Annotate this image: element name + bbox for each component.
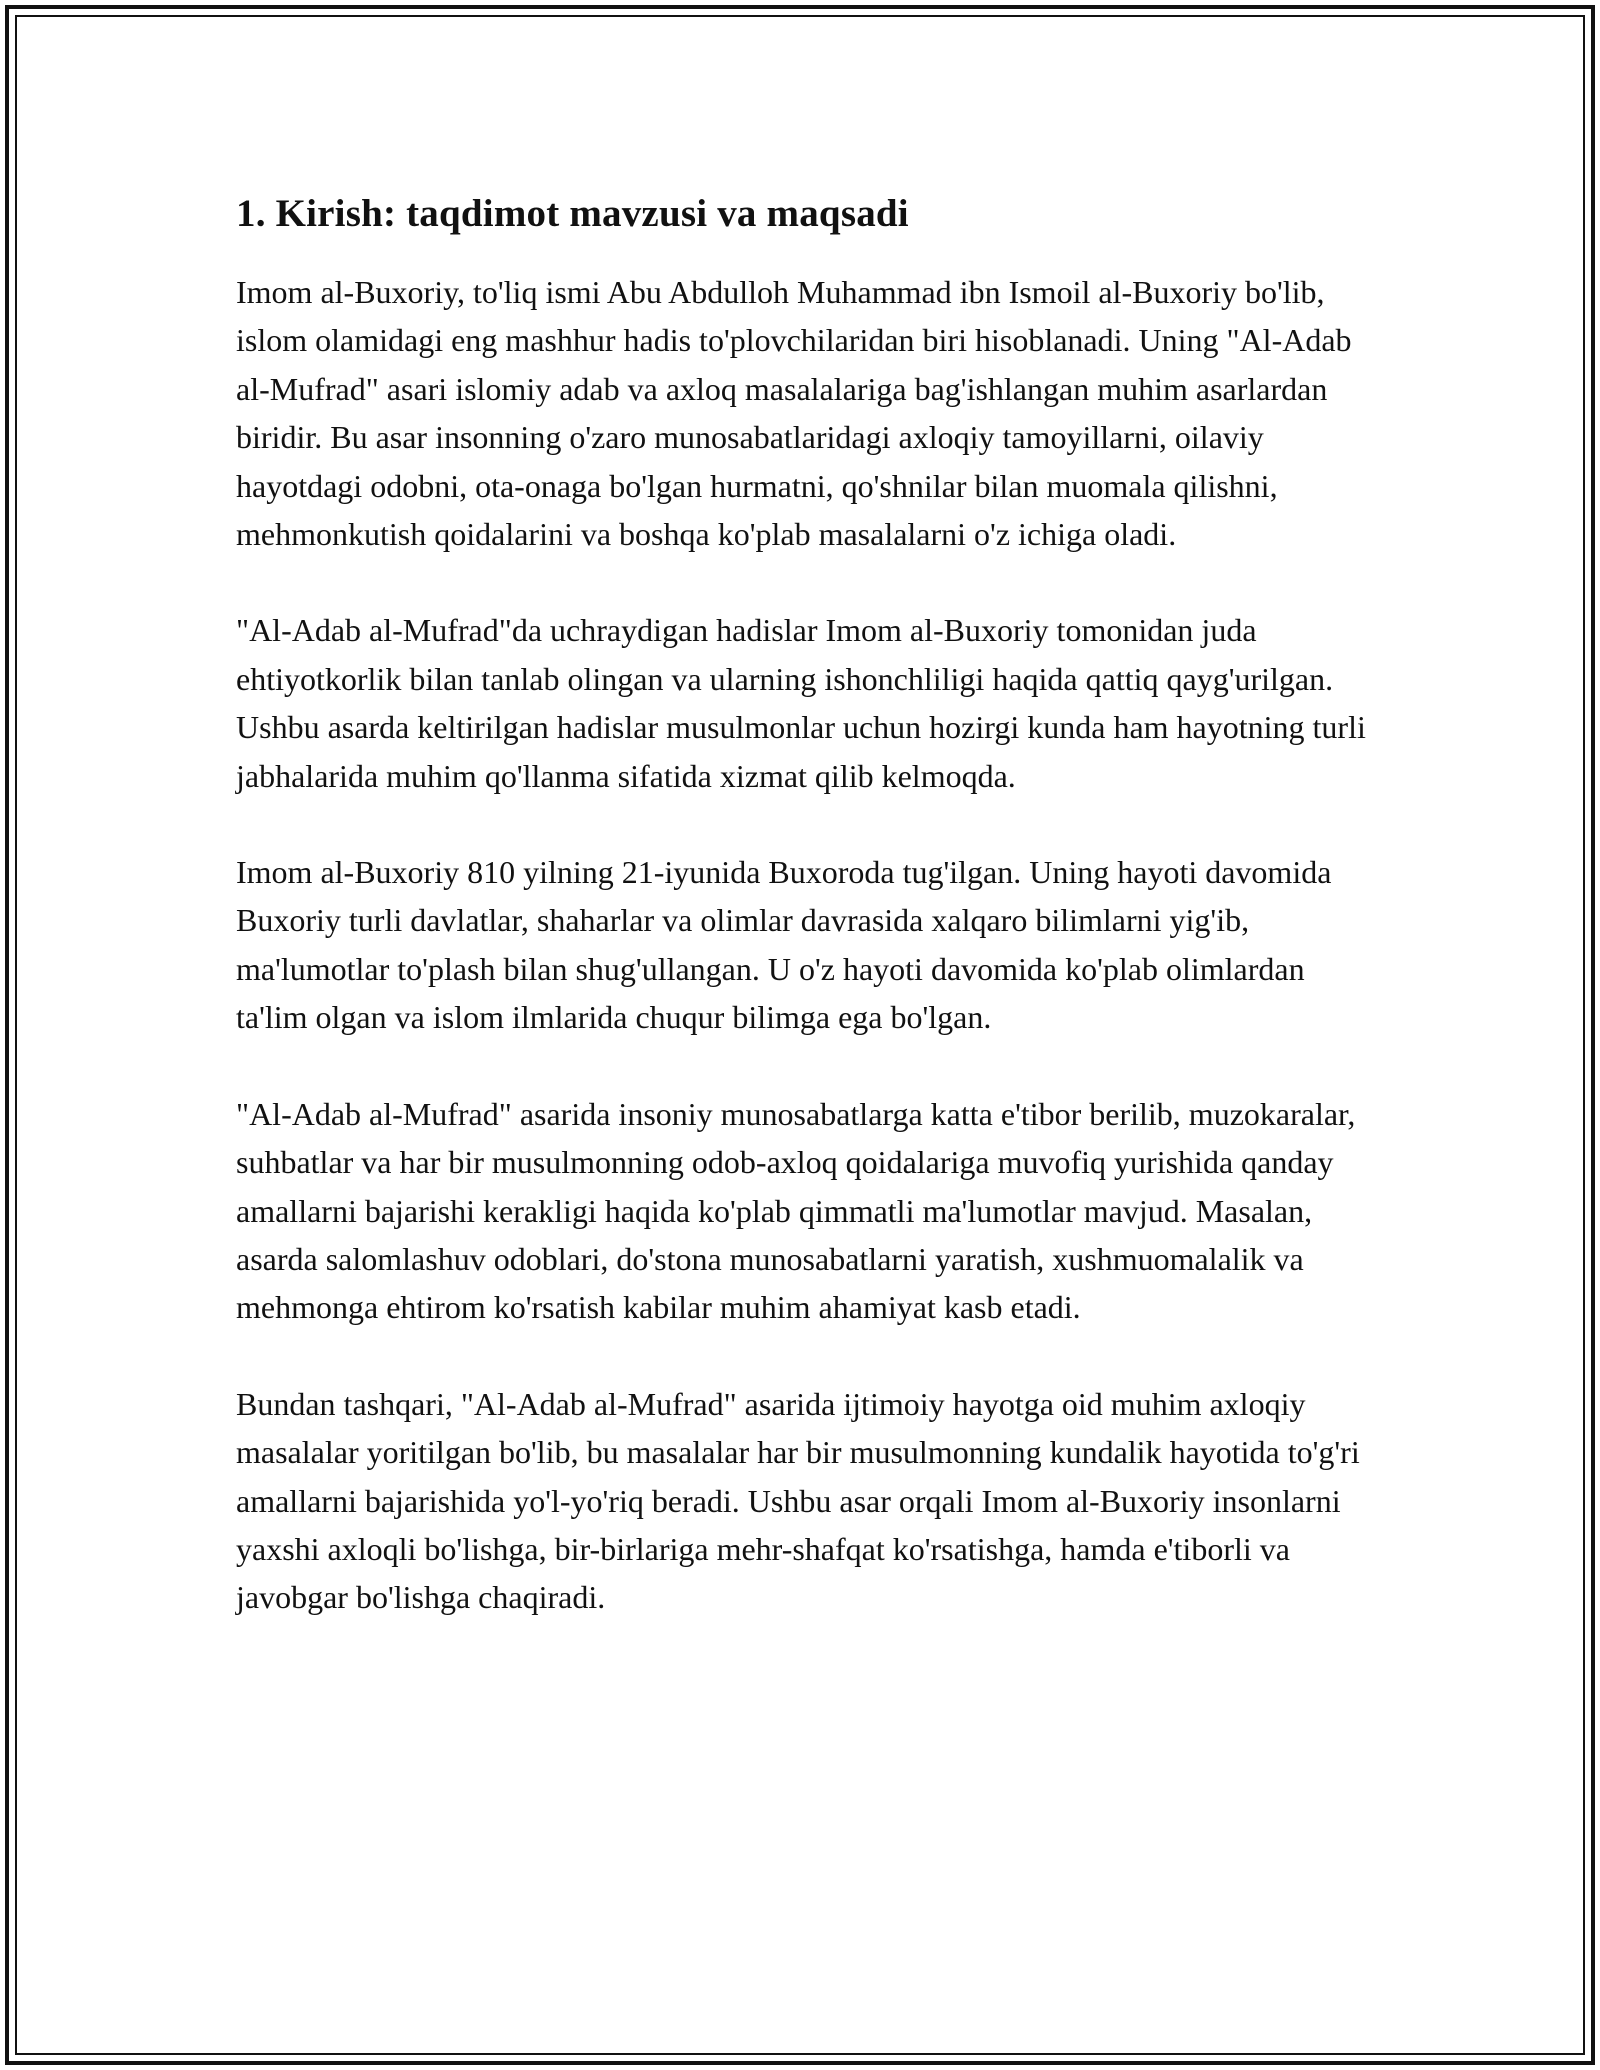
paragraph-biography: Imom al-Buxoriy 810 yilning 21-iyunida Buxoroda tug'ilgan. Uning hayoti davomida Buxoriy turli davlatlar, shaharlar va olimlar davrasida xalqaro bilimlarni yig'ib, ma'lumotlar to'plash bilan shug'ullangan. U o'z hayoti davomida ko'plab olimlardan ta'lim olgan va islom ilmlarida chuqur bilimga ega bo'lgan. <box>236 854 1332 1036</box>
paragraph-social-relations: "Al-Adab al-Mufrad" asarida insoniy munosabatlarga katta e'tibor berilib, muzokaralar, suhbatlar va har bir musulmonning odob-axloq qoidalariga muvofiq yurishida qanday amallarni bajarishi kerakligi haqida ko'plab qimmatli ma'lumotlar mavjud. Masalan, asarda salomlashuv odoblari, do'stona munosabatlarni yaratish, xushmuomalalik va mehmonga ehtirom ko'rsatish kabilar muhim ahamiyat kasb etadi. <box>236 1095 1356 1326</box>
paragraph-hadith-selection: "Al-Adab al-Mufrad"da uchraydigan hadislar Imom al-Buxoriy tomonidan juda ehtiyotkorlik bilan tanlab olingan va ularning ishonchliligi haqida qattiq qayg'urilgan. Ushbu asarda keltirilgan hadislar musulmonlar uchun hozirgi kunda ham hayotning turli jabhalarida muhim qo'llanma sifatida xizmat qilib kelmoqda. <box>236 612 1366 794</box>
document-body <box>236 188 1376 1670</box>
paragraph-intro: Imom al-Buxoriy, to'liq ismi Abu Abdulloh Muhammad ibn Ismoil al-Buxoriy bo'lib, islom olamidagi eng mashhur hadis to'plovchilaridan biri hisoblanadi. Uning "Al-Adab al-Mufrad" asari islomiy adab va axloq masalalariga bag'ishlangan muhim asarlardan biridir. Bu asar insonning o'zaro munosabatlaridagi axloqiy tamoyillarni, oilaviy hayotdagi odobni, ota-onaga bo'lgan hurmatni, qo'shnilar bilan muomala qilishni, mehmonkutish qoidalarini va boshqa ko'plab masalalarni o'z ichiga oladi. <box>236 274 1352 553</box>
paragraph-conclusion: Bundan tashqari, "Al-Adab al-Mufrad" asarida ijtimoiy hayotga oid muhim axloqiy masalalar yoritilgan bo'lib, bu masalalar har bir musulmonning kundalik hayotida to'g'ri amallarni bajarishida yo'l-yo'riq beradi. Ushbu asar orqali Imom al-Buxoriy insonlarni yaxshi axloqli bo'lishga, bir-birlariga mehr-shafqat ko'rsatishga, hamda e'tiborli va javobgar bo'lishga chaqiradi. <box>236 1385 1360 1616</box>
section-heading: 1. Kirish: taqdimot mavzusi va maqsadi <box>236 192 909 235</box>
